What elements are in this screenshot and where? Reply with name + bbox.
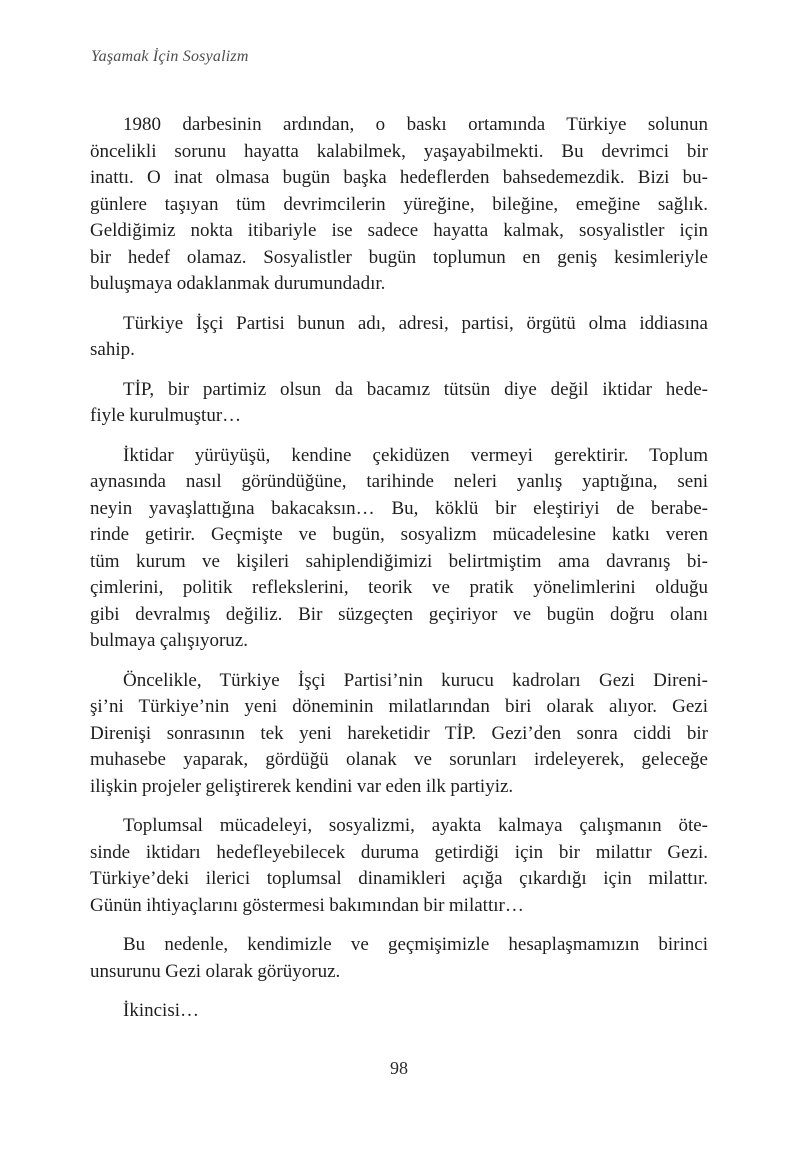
text-line: gibi devralmış değiliz. Bir süzgeçten geçiriyor ve bugün doğru olanı <box>90 603 708 625</box>
text-line: Türkiye’deki ilerici toplumsal dinamikleri açığa çıkardığı için milattır. <box>90 868 708 889</box>
text-line: TİP, bir partimiz olsun da bacamız tütsün diye değil iktidar hede- <box>123 378 708 400</box>
text-line: inattı. O inat olmasa bugün başka hedeflerden bahsedemezdik. Bizi bu- <box>90 167 708 188</box>
text-line: Toplumsal mücadeleyi, sosyalizmi, ayakta kalmaya çalışmanın öte- <box>123 815 708 836</box>
body-text <box>90 112 708 1038</box>
text-line: unsurunu Gezi olarak görüyoruz. <box>90 960 341 982</box>
paragraph <box>90 813 708 919</box>
text-line: neyin yavaşlattığına bakacaksın… Bu, köklü bir eleştiriyi de berabe- <box>90 497 708 519</box>
text-line: Geldiğimiz nokta itibariyle ise sadece hayatta kalmak, sosyalistler için <box>90 220 708 241</box>
text-line: İktidar yürüyüşü, kendine çekidüzen vermeyi gerektirir. Toplum <box>123 444 708 466</box>
text-line: rinde getirir. Geçmişte ve bugün, sosyalizm mücadelesine katkı veren <box>90 524 708 545</box>
text-line: ilişkin projeler geliştirerek kendini var eden ilk partiyiz. <box>90 775 514 797</box>
text-line: günlere taşıyan tüm devrimcilerin yüreğine, bileğine, emeğine sağlık. <box>90 193 708 215</box>
text-line: aynasında nasıl göründüğüne, tarihinde neleri yanlış yaptığına, seni <box>90 471 708 492</box>
text-line: tüm kurum ve kişileri sahiplendiğimizi belirtmiştim ama davranış bi- <box>90 550 708 572</box>
text-line: Günün ihtiyaçlarını göstermesi bakımından bir milattır… <box>90 894 524 916</box>
text-line: çimlerini, politik reflekslerini, teorik ve pratik yönelimlerini olduğu <box>90 577 708 598</box>
page-number: 98 <box>390 1058 408 1078</box>
text-line: sinde iktidarı hedefleyebilecek duruma getirdiği için bir milattır Gezi. <box>90 841 708 863</box>
text-line: İkincisi… <box>123 1000 199 1021</box>
paragraph <box>90 668 708 801</box>
text-line: şi’ni Türkiye’nin yeni döneminin milatlarından biri olarak alıyor. Gezi <box>90 696 708 717</box>
paragraph <box>90 443 708 655</box>
text-line: Öncelikle, Türkiye İşçi Partisi’nin kurucu kadroları Gezi Direni- <box>123 669 708 691</box>
text-line: 1980 darbesinin ardından, o baskı ortamında Türkiye solunun <box>123 114 708 135</box>
text-line: muhasebe yaparak, gördüğü olanak ve sorunları irdeleyerek, geleceğe <box>90 749 708 770</box>
text-line: Bu nedenle, kendimizle ve geçmişimizle hesaplaşmamızın birinci <box>123 934 708 955</box>
text-line: sahip. <box>90 339 135 360</box>
running-header: Yaşamak İçin Sosyalizm <box>91 48 249 65</box>
paragraph <box>90 377 708 430</box>
text-line: fiyle kurulmuştur… <box>90 405 242 426</box>
text-line: bulmaya çalışıyoruz. <box>90 630 248 651</box>
text-line: buluşmaya odaklanmak durumundadır. <box>90 273 386 294</box>
text-line: Direnişi sonrasının tek yeni hareketidir TİP. Gezi’den sonra ciddi bir <box>90 722 708 744</box>
paragraph <box>90 932 708 985</box>
text-line: bir hedef olamaz. Sosyalistler bugün toplumun en geniş kesimleriyle <box>90 246 708 268</box>
paragraph <box>90 311 708 364</box>
text-line: öncelikli sorunu hayatta kalabilmek, yaşayabilmekti. Bu devrimci bir <box>90 140 708 162</box>
paragraph <box>90 112 708 298</box>
text-line: Türkiye İşçi Partisi bunun adı, adresi, partisi, örgütü olma iddiasına <box>123 312 708 334</box>
paragraph <box>90 998 708 1025</box>
